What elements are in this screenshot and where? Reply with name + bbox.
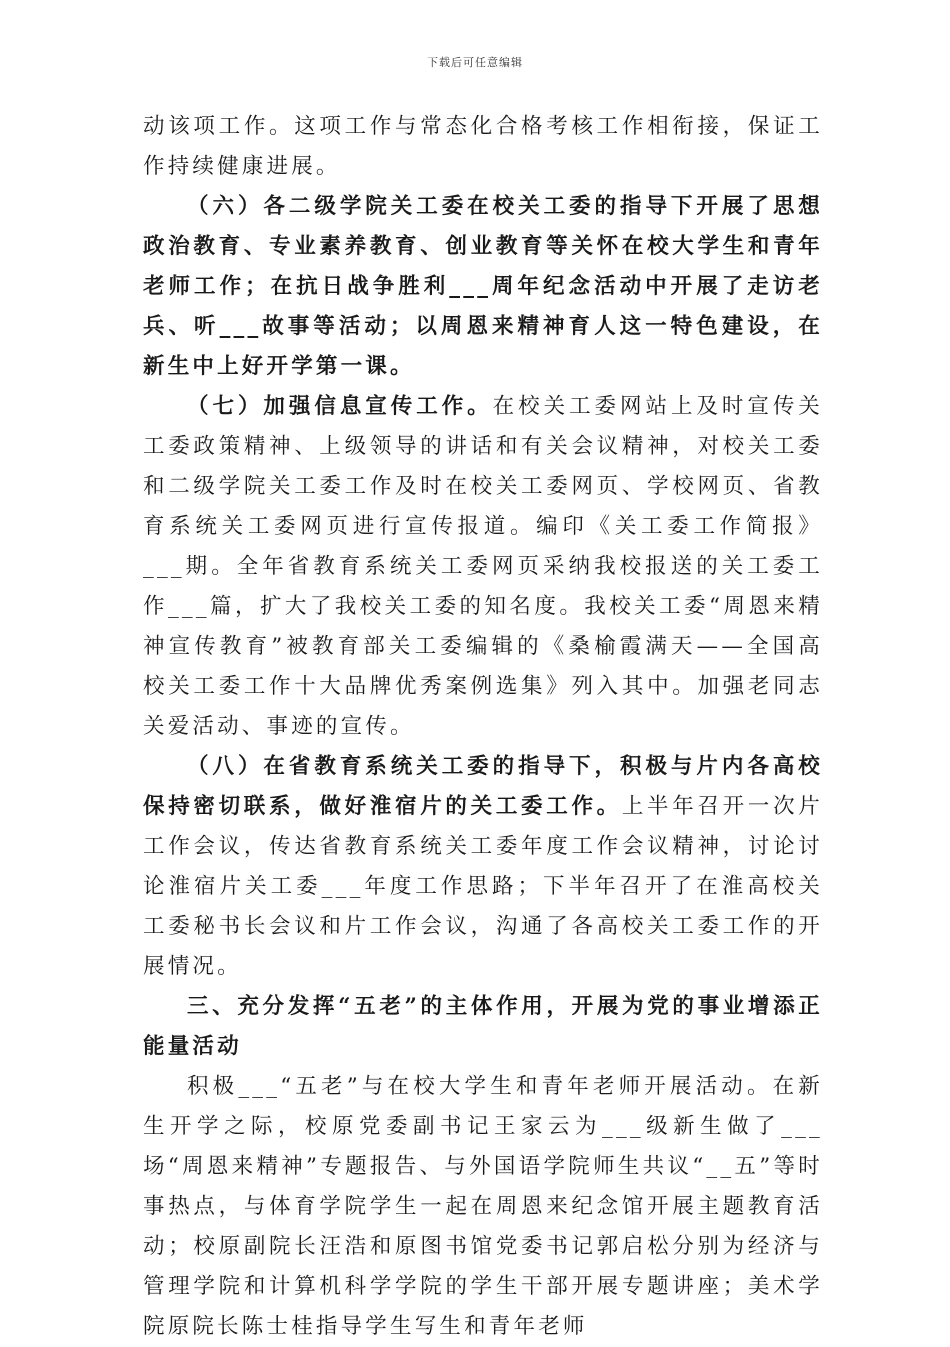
paragraph-activities: 积极___“五老”与在校大学生和青年老师开展活动。在新生开学之际，校原党委副书记王家云为___级新生做了___场“周恩来精神”专题报告、与外国语学院师生共议“__五”等时事热点，与体育学院学生一起在周恩来纪念馆开展主题教育活动；校原副院长汪浩和原图书馆党委书记郭启松分别为经济与管理学院和计算机科学学院的学生干部开展专题讲座；美术学院原院长陈士桂指导学生写生和青年老师	[143, 1074, 823, 1339]
section-heading-three: 三、充分发挥“五老”的主体作用，开展为党的事业增添正能量活动	[143, 994, 823, 1059]
paragraph-six: （六）各二级学院关工委在校关工委的指导下开展了思想政治教育、专业素养教育、创业教育等关怀在校大学生和青年老师工作；在抗日战争胜利___周年纪念活动中开展了走访老兵、听___故事等活动；以周恩来精神育人这一特色建设，在新生中上好开学第一课。	[143, 194, 823, 379]
paragraph-seven-body: 在校关工委网站上及时宣传关工委政策精神、上级领导的讲话和有关会议精神，对校关工委和二级学院关工委工作及时在校关工委网页、学校网页、省教育系统关工委网页进行宣传报道。编印《关工委工作简报》___期。全年省教育系统关工委网页采纳我校报送的关工委工作___篇，扩大了我校关工委的知名度。我校关工委“周恩来精神宣传教育”被教育部关工委编辑的《桑榆霞满天——全国高校关工委工作十大品牌优秀案例选集》列入其中。加强老同志关爱活动、事迹的宣传。	[143, 394, 823, 739]
paragraph-seven-lead: （七）加强信息宣传工作。	[187, 394, 493, 419]
paragraph-continuation: 动该项工作。这项工作与常态化合格考核工作相衔接，保证工作持续健康进展。	[143, 114, 823, 179]
paragraph-eight	[143, 747, 823, 987]
page-header: 下载后可任意编辑	[427, 56, 523, 69]
paragraph-eight-lead: （八）在省教育系统关工委的指导下，积极与片内各高校保持密切联系，做好淮宿片的关工委工作。	[143, 754, 823, 819]
paragraph-seven	[143, 387, 823, 747]
paragraph-eight-body: 上半年召开一次片工作会议，传达省教育系统关工委年度工作会议精神，讨论讨论淮宿片关工委___年度工作思路；下半年召开了在淮高校关工委秘书长会议和片工作会议，沟通了各高校关工委工作的开展情况。	[143, 794, 823, 979]
document-body	[143, 107, 823, 1347]
